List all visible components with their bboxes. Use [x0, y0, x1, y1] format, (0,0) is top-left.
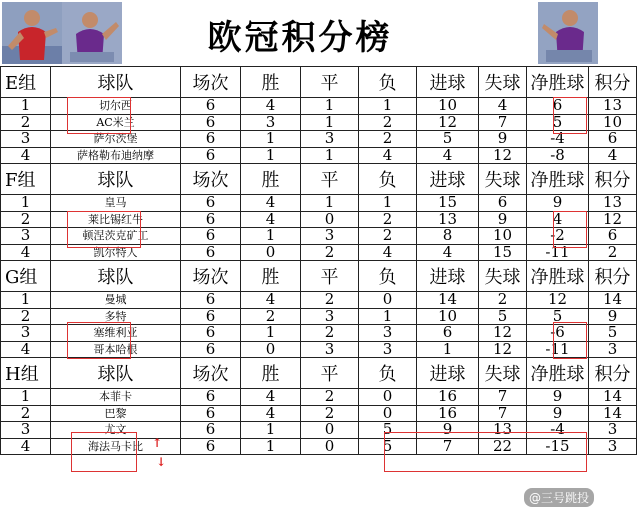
rank-cell: 4	[1, 147, 51, 164]
stat-cell: 5	[527, 114, 589, 131]
stat-cell: 4	[241, 98, 301, 115]
rank-cell: 2	[1, 405, 51, 422]
column-header: 胜	[241, 67, 301, 98]
column-header: 失球	[479, 67, 527, 98]
stat-cell: 3	[301, 228, 359, 245]
stat-cell: -2	[527, 228, 589, 245]
stat-cell: 0	[301, 438, 359, 455]
stat-cell: 5	[479, 308, 527, 325]
stat-cell: 15	[479, 244, 527, 261]
stat-cell: 2	[241, 308, 301, 325]
stat-cell: 6	[181, 98, 241, 115]
page-title: 欧冠积分榜	[207, 18, 393, 58]
stat-cell: 5	[417, 131, 479, 148]
rank-cell: 4	[1, 341, 51, 358]
stat-cell: 6	[479, 195, 527, 212]
team-name-cell: 哥本哈根	[51, 341, 181, 358]
column-header: 球队	[51, 358, 181, 389]
stat-cell: 6	[181, 308, 241, 325]
highlight-g-qualified	[67, 322, 131, 359]
stat-cell: 2	[479, 292, 527, 309]
column-header: 胜	[241, 164, 301, 195]
stat-cell: 6	[181, 341, 241, 358]
column-header: 积分	[589, 261, 637, 292]
stat-cell: 2	[301, 292, 359, 309]
stat-cell: 1	[301, 195, 359, 212]
stat-cell: 13	[589, 98, 637, 115]
stat-cell: 13	[589, 195, 637, 212]
stat-cell: 6	[527, 98, 589, 115]
stat-cell: 2	[359, 228, 417, 245]
stat-cell: 6	[181, 389, 241, 406]
stat-cell: 6	[589, 228, 637, 245]
stat-cell: -11	[527, 341, 589, 358]
stat-cell: 1	[241, 131, 301, 148]
stat-cell: 1	[241, 438, 301, 455]
stat-cell: 14	[589, 292, 637, 309]
highlight-f-points	[553, 211, 587, 248]
stat-cell: 10	[479, 228, 527, 245]
stat-cell: 6	[589, 131, 637, 148]
stat-cell: -4	[527, 422, 589, 439]
stat-cell: 6	[181, 131, 241, 148]
stat-cell: 15	[417, 195, 479, 212]
column-header: 场次	[181, 67, 241, 98]
table-row	[1, 389, 637, 406]
stat-cell: 14	[589, 405, 637, 422]
column-header: 负	[359, 358, 417, 389]
team-name-cell: 海法马卡比	[51, 438, 181, 455]
stat-cell: 6	[181, 211, 241, 228]
stat-cell: 1	[241, 325, 301, 342]
rank-cell: 1	[1, 195, 51, 212]
stat-cell: 6	[181, 325, 241, 342]
column-header: 球队	[51, 164, 181, 195]
stat-cell: 6	[181, 244, 241, 261]
table-row	[1, 292, 637, 309]
group-name: F组	[1, 164, 51, 195]
group-name: E组	[1, 67, 51, 98]
stat-cell: 8	[417, 228, 479, 245]
stat-cell: 4	[241, 195, 301, 212]
column-header: 负	[359, 67, 417, 98]
column-header: 失球	[479, 164, 527, 195]
stat-cell: 3	[241, 114, 301, 131]
stat-cell: -8	[527, 147, 589, 164]
stat-cell: 9	[479, 131, 527, 148]
stat-cell: 12	[479, 325, 527, 342]
column-header: 进球	[417, 358, 479, 389]
stat-cell: -15	[527, 438, 589, 455]
rank-cell: 2	[1, 308, 51, 325]
stat-cell: 9	[527, 195, 589, 212]
column-header: 净胜球	[527, 164, 589, 195]
stat-cell: 7	[479, 114, 527, 131]
team-name-cell: 萨尔茨堡	[51, 131, 181, 148]
column-header: 场次	[181, 358, 241, 389]
stat-cell: 1	[417, 341, 479, 358]
team-name-cell: 顿涅茨克矿工	[51, 228, 181, 245]
stat-cell: 16	[417, 389, 479, 406]
stat-cell: 2	[589, 244, 637, 261]
stat-cell: 9	[417, 422, 479, 439]
column-header: 进球	[417, 67, 479, 98]
column-header: 净胜球	[527, 67, 589, 98]
column-header: 胜	[241, 261, 301, 292]
rank-cell: 2	[1, 114, 51, 131]
stat-cell: 10	[417, 98, 479, 115]
stat-cell: 6	[417, 325, 479, 342]
rank-cell: 3	[1, 325, 51, 342]
stat-cell: 9	[527, 389, 589, 406]
highlight-h-stats	[384, 432, 587, 472]
stat-cell: 1	[301, 98, 359, 115]
watermark: @三号跳投	[524, 488, 594, 507]
stat-cell: 1	[359, 308, 417, 325]
group-name: G组	[1, 261, 51, 292]
rank-cell: 2	[1, 211, 51, 228]
stat-cell: 4	[359, 244, 417, 261]
team-name-cell: 莱比锡红牛	[51, 211, 181, 228]
team-name-cell: 本菲卡	[51, 389, 181, 406]
column-header: 场次	[181, 164, 241, 195]
team-name-cell: 尤文	[51, 422, 181, 439]
column-header: 球队	[51, 261, 181, 292]
stat-cell: 7	[479, 389, 527, 406]
team-name-cell: AC米兰	[51, 114, 181, 131]
table-row	[1, 147, 637, 164]
group-name: H组	[1, 358, 51, 389]
player-photo-right	[538, 2, 598, 64]
team-name-cell: 多特	[51, 308, 181, 325]
stat-cell: 2	[359, 114, 417, 131]
stat-cell: 6	[181, 114, 241, 131]
stat-cell: 3	[589, 438, 637, 455]
stat-cell: 4	[417, 147, 479, 164]
stat-cell: 4	[417, 244, 479, 261]
stat-cell: 5	[359, 422, 417, 439]
stat-cell: -6	[527, 325, 589, 342]
highlight-g-points	[553, 322, 587, 359]
team-name-cell: 萨格勒布迪纳摩	[51, 147, 181, 164]
team-name-cell: 凯尔特人	[51, 244, 181, 261]
stat-cell: 16	[417, 405, 479, 422]
column-header: 积分	[589, 358, 637, 389]
column-header: 场次	[181, 261, 241, 292]
stat-cell: 10	[417, 308, 479, 325]
team-name-cell: 曼城	[51, 292, 181, 309]
team-name-cell: 塞维利亚	[51, 325, 181, 342]
team-name-cell: 切尔西	[51, 98, 181, 115]
table-row	[1, 195, 637, 212]
stat-cell: 4	[479, 98, 527, 115]
stat-cell: 2	[301, 325, 359, 342]
stat-cell: 0	[241, 244, 301, 261]
stat-cell: 3	[359, 341, 417, 358]
stat-cell: 4	[241, 211, 301, 228]
group-header-row	[1, 261, 637, 292]
stat-cell: 6	[181, 195, 241, 212]
rank-cell: 1	[1, 389, 51, 406]
stat-cell: 1	[359, 98, 417, 115]
column-header: 平	[301, 261, 359, 292]
stat-cell: 0	[241, 341, 301, 358]
stat-cell: 4	[241, 405, 301, 422]
stat-cell: 0	[301, 422, 359, 439]
stat-cell: 6	[181, 405, 241, 422]
stat-cell: 2	[359, 211, 417, 228]
stat-cell: 5	[527, 308, 589, 325]
column-header: 球队	[51, 67, 181, 98]
stat-cell: 12	[417, 114, 479, 131]
stat-cell: 2	[301, 405, 359, 422]
down-arrow-icon: ↓	[156, 455, 167, 469]
stat-cell: 3	[589, 341, 637, 358]
stat-cell: 12	[589, 211, 637, 228]
stat-cell: 0	[359, 405, 417, 422]
stat-cell: 4	[359, 147, 417, 164]
rank-cell: 3	[1, 131, 51, 148]
team-name-cell: 巴黎	[51, 405, 181, 422]
column-header: 负	[359, 261, 417, 292]
stat-cell: 9	[527, 405, 589, 422]
stat-cell: 2	[301, 389, 359, 406]
team-name-cell: 皇马	[51, 195, 181, 212]
stat-cell: 6	[181, 147, 241, 164]
column-header: 积分	[589, 164, 637, 195]
stat-cell: 0	[359, 389, 417, 406]
column-header: 负	[359, 164, 417, 195]
stat-cell: 4	[241, 292, 301, 309]
stat-cell: 12	[527, 292, 589, 309]
column-header: 胜	[241, 358, 301, 389]
stat-cell: 3	[301, 131, 359, 148]
stat-cell: 5	[589, 325, 637, 342]
stat-cell: 4	[589, 147, 637, 164]
stat-cell: 3	[301, 308, 359, 325]
stat-cell: 3	[301, 341, 359, 358]
highlight-e-points	[553, 97, 587, 134]
stat-cell: 22	[479, 438, 527, 455]
stat-cell: 6	[181, 292, 241, 309]
group-header-row	[1, 67, 637, 98]
stat-cell: -4	[527, 131, 589, 148]
stat-cell: 14	[417, 292, 479, 309]
stat-cell: 6	[181, 422, 241, 439]
highlight-h-qualified	[71, 432, 137, 472]
column-header: 失球	[479, 261, 527, 292]
rank-cell: 4	[1, 244, 51, 261]
rank-cell: 1	[1, 98, 51, 115]
stat-cell: 7	[479, 405, 527, 422]
column-header: 净胜球	[527, 261, 589, 292]
stat-cell: 5	[359, 438, 417, 455]
table-row	[1, 405, 637, 422]
rank-cell: 3	[1, 422, 51, 439]
group-header-row	[1, 358, 637, 389]
highlight-f-qualified	[67, 211, 141, 248]
stat-cell: -11	[527, 244, 589, 261]
stat-cell: 3	[589, 422, 637, 439]
stat-cell: 2	[359, 131, 417, 148]
column-header: 平	[301, 67, 359, 98]
stat-cell: 2	[301, 244, 359, 261]
stat-cell: 1	[301, 114, 359, 131]
stat-cell: 0	[359, 292, 417, 309]
column-header: 平	[301, 164, 359, 195]
highlight-e-qualified	[67, 97, 131, 134]
rank-cell: 4	[1, 438, 51, 455]
stat-cell: 4	[241, 389, 301, 406]
group-header-row	[1, 164, 637, 195]
column-header: 净胜球	[527, 358, 589, 389]
rank-cell: 1	[1, 292, 51, 309]
title-bar	[0, 0, 600, 68]
stat-cell: 3	[359, 325, 417, 342]
column-header: 进球	[417, 261, 479, 292]
stat-cell: 1	[359, 195, 417, 212]
column-header: 积分	[589, 67, 637, 98]
column-header: 平	[301, 358, 359, 389]
column-header: 进球	[417, 164, 479, 195]
stat-cell: 7	[417, 438, 479, 455]
stat-cell: 12	[479, 147, 527, 164]
up-arrow-icon: ↑	[152, 436, 163, 450]
stat-cell: 13	[417, 211, 479, 228]
stat-cell: 10	[589, 114, 637, 131]
stat-cell: 14	[589, 389, 637, 406]
stat-cell: 1	[241, 147, 301, 164]
stat-cell: 6	[181, 438, 241, 455]
stat-cell: 1	[301, 147, 359, 164]
stat-cell: 1	[241, 228, 301, 245]
stat-cell: 4	[527, 211, 589, 228]
stat-cell: 9	[589, 308, 637, 325]
stat-cell: 9	[479, 211, 527, 228]
column-header: 失球	[479, 358, 527, 389]
stat-cell: 13	[479, 422, 527, 439]
stat-cell: 0	[301, 211, 359, 228]
rank-cell: 3	[1, 228, 51, 245]
stat-cell: 12	[479, 341, 527, 358]
stat-cell: 1	[241, 422, 301, 439]
stat-cell: 6	[181, 228, 241, 245]
